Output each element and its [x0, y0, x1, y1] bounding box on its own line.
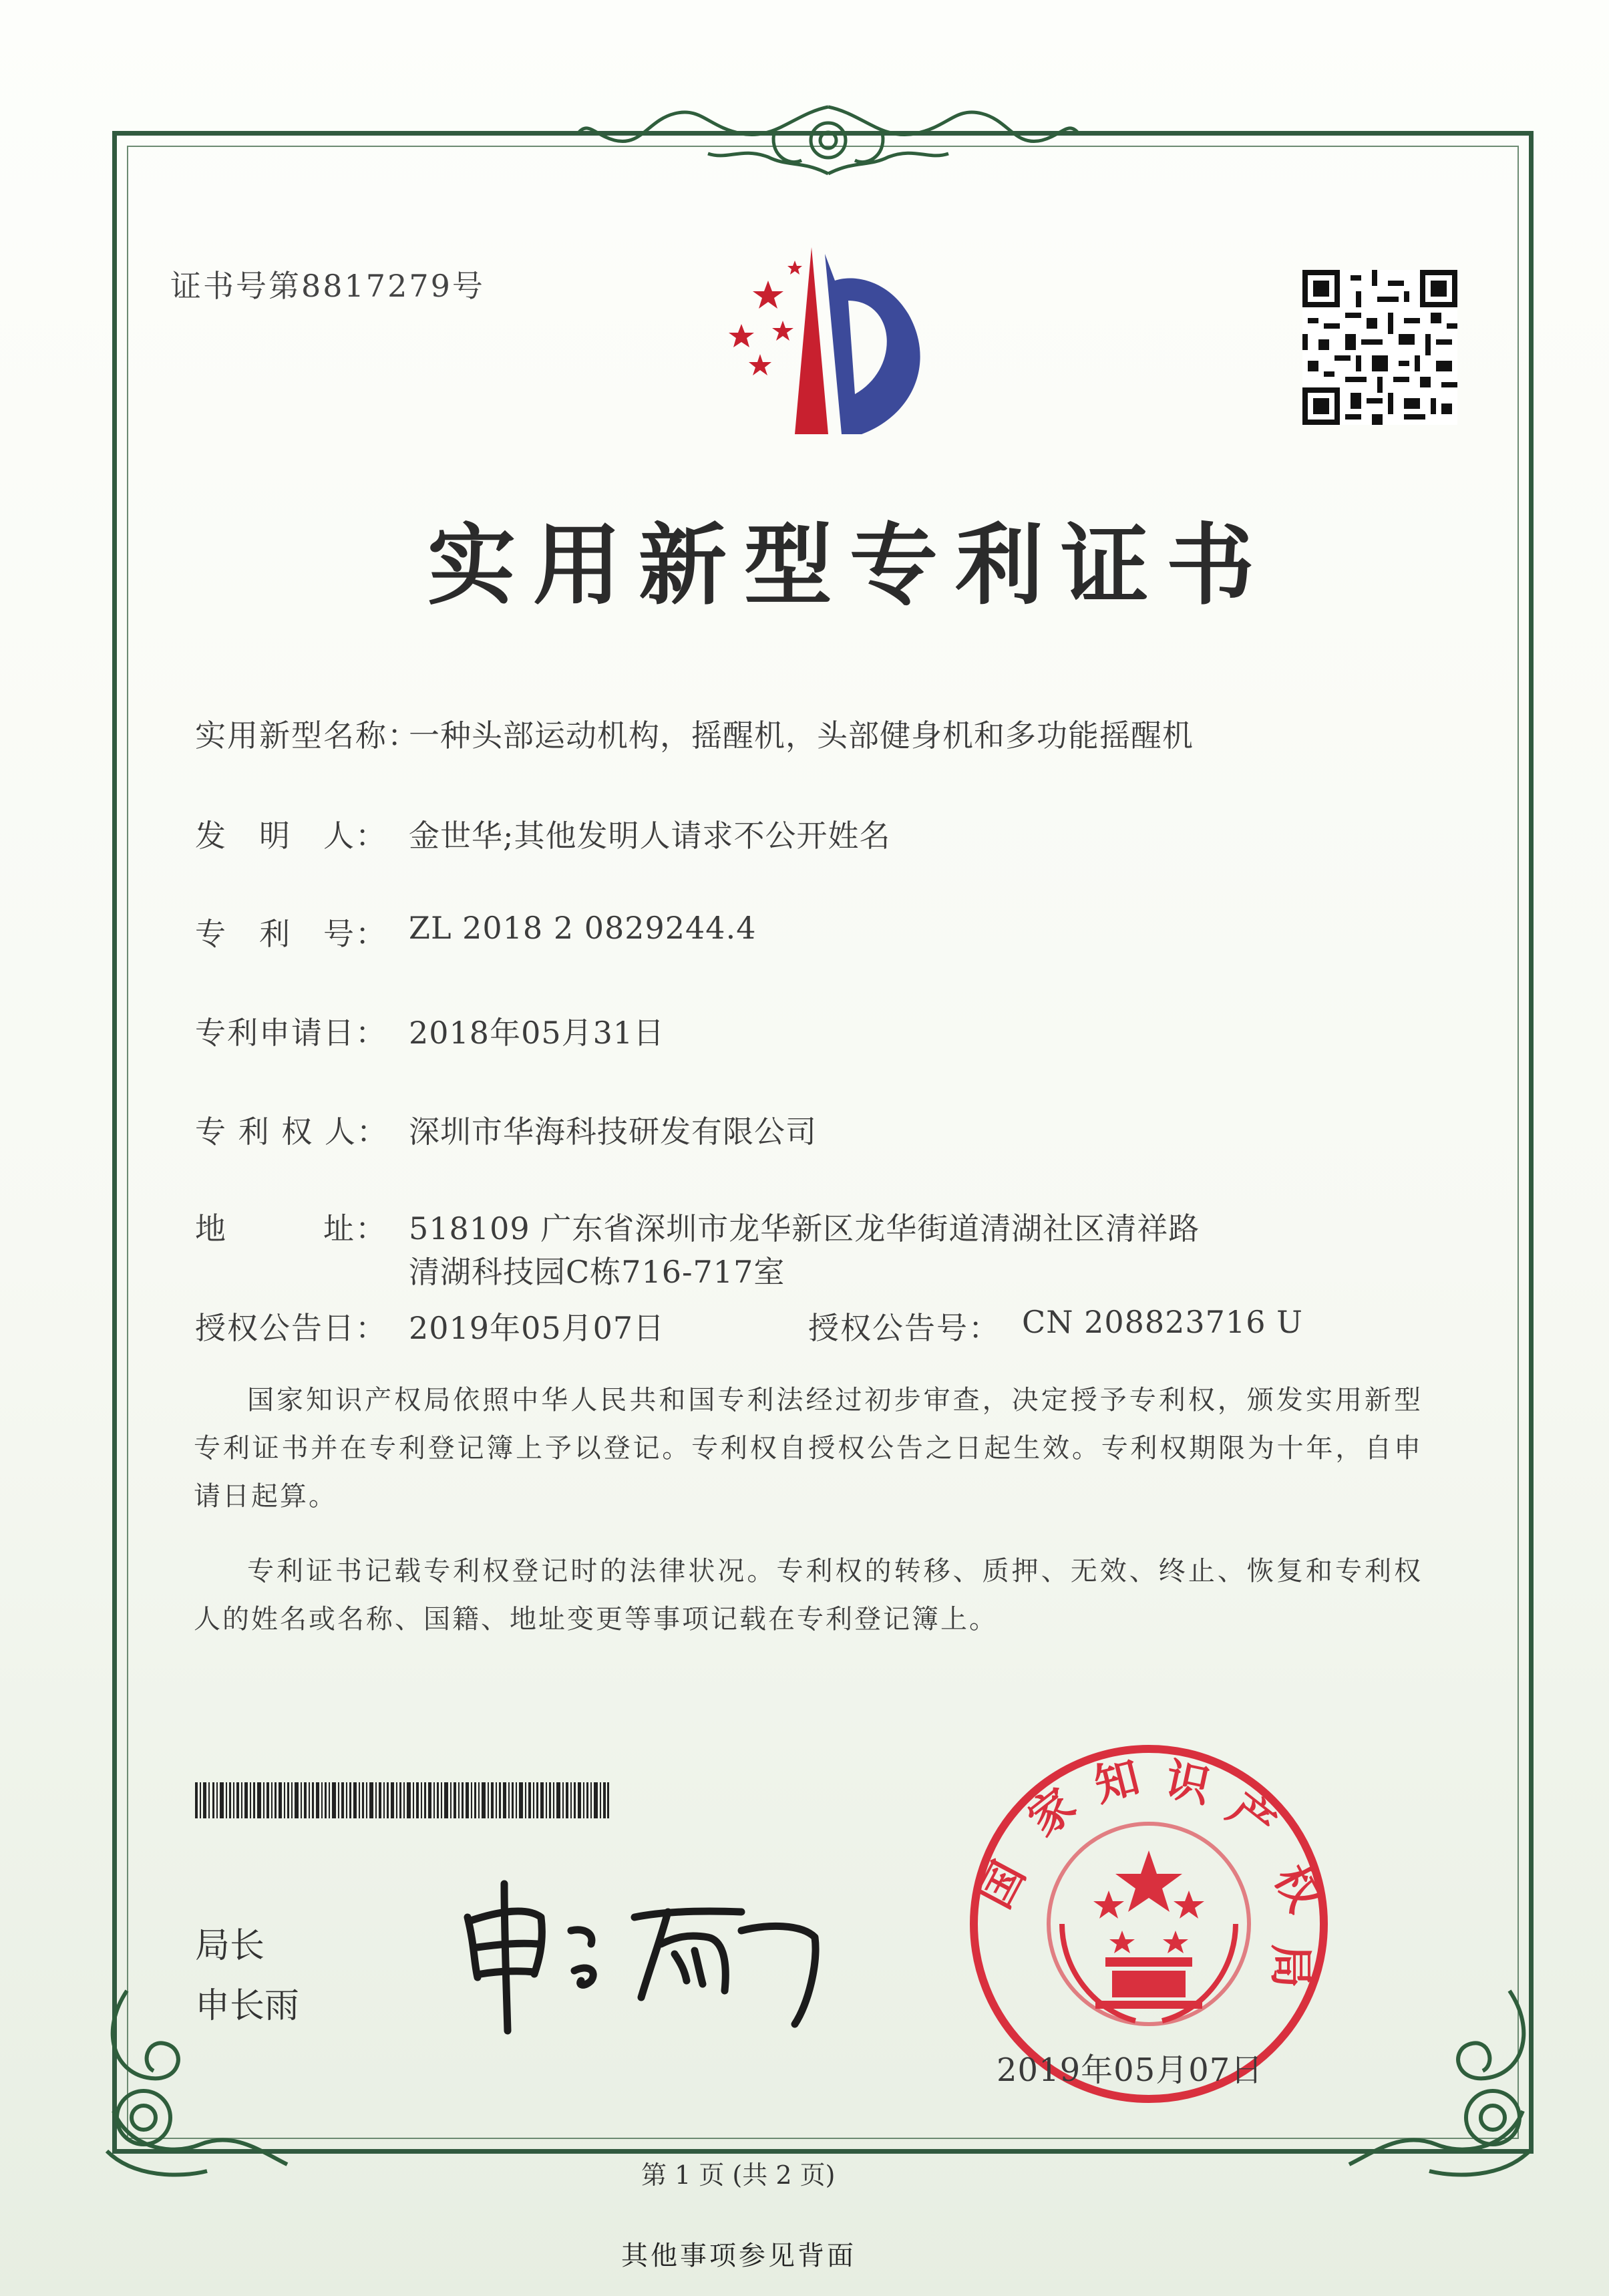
grant-announce-date-label: 授权公告日： [195, 1310, 387, 1346]
sipo-emblem-logo [695, 240, 948, 441]
footer-note: 其他事项参见背面 [621, 2241, 856, 2271]
page-number: 第 1 页 (共 2 页) [641, 2160, 836, 2190]
seal-date: 2019年05月07日 [997, 2052, 1264, 2089]
bottom-right-ornament [1336, 1977, 1550, 2191]
inventor-value: 金世华;其他发明人请求不公开姓名 [409, 818, 891, 854]
director-name: 申长雨 [195, 1986, 300, 2026]
filing-date-label: 专利申请日： [195, 1015, 387, 1051]
seal-char-2: 家 [1019, 1778, 1085, 1846]
inventor-label: 发 明 人： [195, 818, 387, 854]
utility-model-name-value: 一种头部运动机构，摇醒机，头部健身机和多功能摇醒机 [409, 717, 1194, 754]
certificate-number: 证书号第8817279号 [170, 268, 485, 304]
director-title: 局长 [195, 1926, 265, 1966]
seal-char-6: 权 [1264, 1856, 1330, 1920]
address-label: 地 址： [195, 1210, 387, 1247]
seal-char-7: 局 [1265, 1944, 1316, 1988]
filing-date-value: 2018年05月31日 [409, 1015, 665, 1051]
address-line-2: 清湖科技园C栋716-717室 [409, 1254, 785, 1290]
statement-paragraph-2: 专利证书记载专利权登记时的法律状况。专利权的转移、质押、无效、终止、恢复和专利权人的姓名或名称、国籍、地址变更等事项记载在专利登记簿上。 [194, 1556, 1423, 1635]
handwritten-signature [454, 1870, 828, 2044]
statement-paragraph-1: 国家知识产权局依照中华人民共和国专利法经过初步审查，决定授予专利权，颁发实用新型专利证书并在专利登记簿上予以登记。专利权自授权公告之日起生效。专利权期限为十年，自申请日起算。 [194, 1385, 1423, 1512]
top-ornament [574, 94, 1082, 187]
barcode [195, 1782, 609, 1818]
patent-number-label: 专 利 号： [195, 916, 387, 952]
grant-announce-date-value: 2019年05月07日 [409, 1310, 665, 1346]
certificate-statement [194, 1376, 1423, 1643]
qr-code [1302, 270, 1457, 425]
certificate-title: 实用新型专利证书 [427, 514, 1272, 617]
grant-announce-number-label: 授权公告号： [808, 1310, 1001, 1346]
patentee-label: 专 利 权 人： [195, 1114, 389, 1150]
utility-model-name-label: 实用新型名称： [195, 717, 419, 754]
address-line-1: 518109 广东省深圳市龙华新区龙华街道清湖社区清祥路 [409, 1210, 1200, 1247]
seal-char-4: 识 [1161, 1753, 1215, 1813]
seal-char-1: 国 [968, 1853, 1035, 1917]
seal-char-3: 知 [1089, 1751, 1145, 1812]
seal-char-5: 产 [1218, 1783, 1285, 1851]
patent-number-value: ZL 2018 2 0829244.4 [409, 910, 757, 946]
patentee-value: 深圳市华海科技研发有限公司 [409, 1114, 817, 1150]
grant-announce-number-value: CN 208823716 U [1022, 1304, 1303, 1340]
